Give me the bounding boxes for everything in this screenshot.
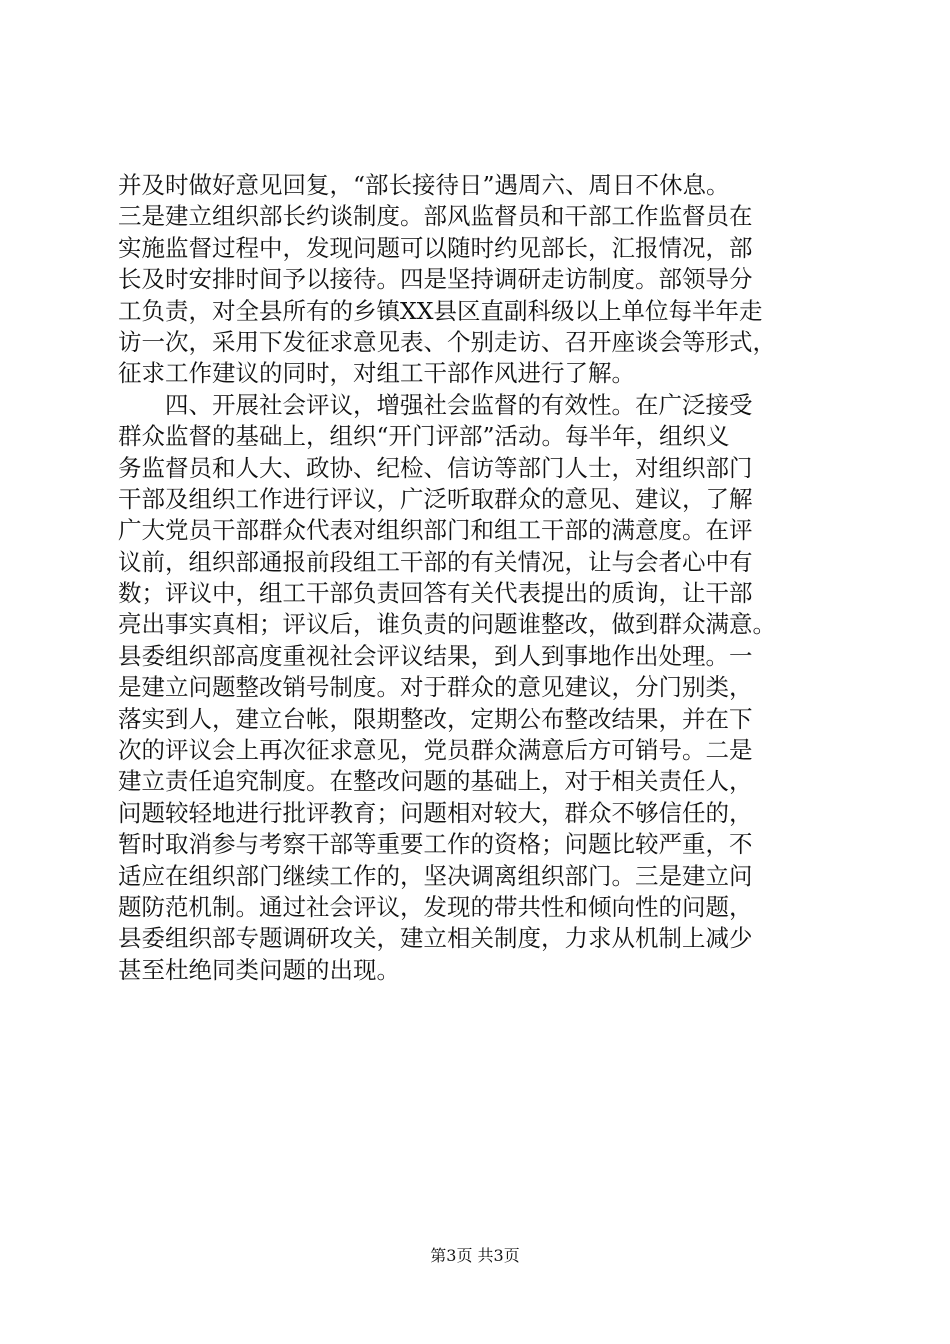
text-line: 是建立问题整改销号制度。对于群众的意见建议，分门别类，: [118, 673, 753, 702]
text-line: 县委组织部专题调研攻关，建立相关制度，力求从机制上减少: [118, 924, 753, 953]
text-line: 数；评议中，组工干部负责回答有关代表提出的质询，让干部: [118, 579, 753, 608]
text-line: 并及时做好意见回复，“部长接待日”遇周六、周日不休息。: [118, 171, 730, 199]
text-line: 广大党员干部群众代表对组织部门和组工干部的满意度。在评: [118, 516, 753, 545]
text-line: 干部及组织工作进行评议，广泛听取群众的意见、建议，了解: [118, 484, 753, 513]
text-line: 议前，组织部通报前段组工干部的有关情况，让与会者心中有: [118, 547, 753, 576]
text-line: 工负责，对全县所有的乡镇XX县区直副科级以上单位每半年走: [118, 296, 763, 325]
text-line: 访一次，采用下发征求意见表、个别走访、召开座谈会等形式，: [118, 327, 776, 356]
text-line: 三是建立组织部长约谈制度。部风监督员和干部工作监督员在: [118, 202, 753, 231]
page-number-footer: 第3页 共3页: [430, 1246, 520, 1265]
text-line: 问题较轻地进行批评教育；问题相对较大，群众不够信任的，: [118, 798, 753, 827]
text-line: 亮出事实真相；评议后，谁负责的问题谁整改，做到群众满意。: [118, 610, 776, 639]
text-line: 务监督员和人大、政协、纪检、信访等部门人士，对组织部门: [118, 453, 753, 482]
text-line: 县委组织部高度重视社会评议结果，到人到事地作出处理。一: [118, 641, 753, 670]
text-line: 暂时取消参与考察干部等重要工作的资格；问题比较严重，不: [118, 830, 753, 859]
text-line: 题防范机制。通过社会评议，发现的带共性和倾向性的问题，: [118, 892, 753, 921]
text-line: 建立责任追究制度。在整改问题的基础上，对于相关责任人，: [118, 767, 753, 796]
text-line: 适应在组织部门继续工作的，坚决调离组织部门。三是建立问: [118, 861, 753, 890]
text-line: 长及时安排时间予以接待。四是坚持调研走访制度。部领导分: [118, 265, 753, 294]
body-text: [118, 170, 858, 986]
text-line: 甚至杜绝同类问题的出现。: [118, 955, 400, 984]
text-line: 实施监督过程中，发现问题可以随时约见部长，汇报情况，部: [118, 233, 753, 262]
text-line: 群众监督的基础上，组织“开门评部”活动。每半年，组织义: [118, 422, 730, 451]
text-line: 次的评议会上再次征求意见，党员群众满意后方可销号。二是: [118, 736, 753, 765]
text-line: 四、开展社会评议，增强社会监督的有效性。在广泛接受: [118, 390, 753, 419]
text-line: 落实到人，建立台帐，限期整改，定期公布整改结果，并在下: [118, 704, 753, 733]
text-line: 征求工作建议的同时，对组工干部作风进行了解。: [118, 359, 635, 388]
